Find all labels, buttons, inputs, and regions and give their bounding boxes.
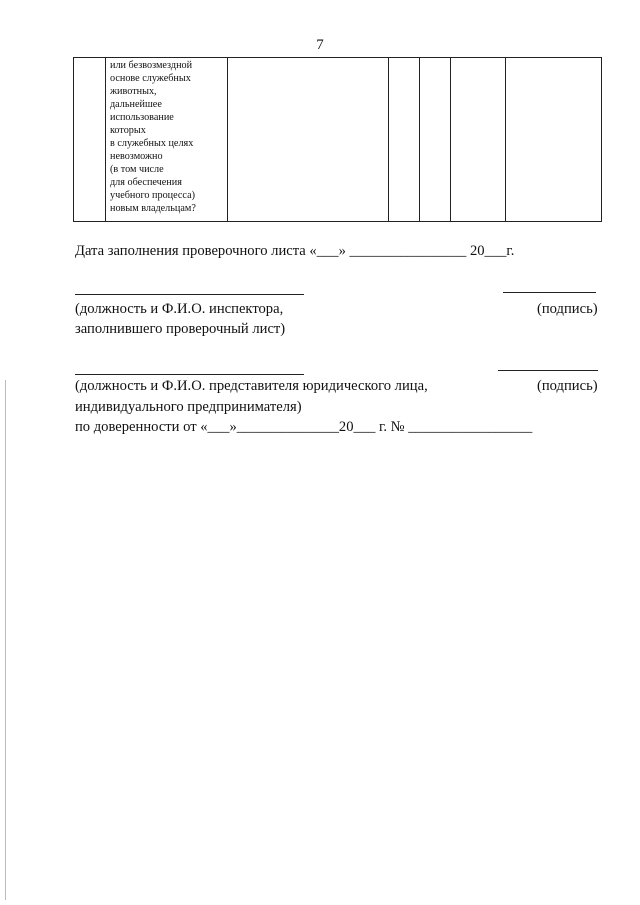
question-line: невозможно xyxy=(110,151,163,162)
question-line: или безвозмездной xyxy=(110,60,193,71)
table-cell-question xyxy=(106,58,228,222)
inspector-caption-line2: заполнившего проверочный лист) xyxy=(75,321,286,337)
page-number: 7 xyxy=(316,37,324,53)
question-line: в служебных целях xyxy=(110,138,194,149)
question-line: новым владельцам? xyxy=(110,203,196,214)
representative-name-line xyxy=(75,374,304,375)
representative-caption-line1: (должность и Ф.И.О. представителя юридического лица, xyxy=(75,378,428,394)
question-line: которых xyxy=(110,125,146,136)
inspector-caption-line1: (должность и Ф.И.О. инспектора, xyxy=(75,301,284,317)
power-of-attorney-line: по доверенности от «___»______________20___ г. № _________________ xyxy=(75,419,533,435)
representative-signature-caption: (подпись) xyxy=(537,378,598,394)
question-line: животных, xyxy=(110,86,157,97)
inspector-signature-line xyxy=(503,292,596,293)
table-row xyxy=(74,58,602,222)
table-cell-no xyxy=(420,58,451,222)
fill-date-line: Дата заполнения проверочного листа «___» ________________ 20___г. xyxy=(75,243,515,259)
checklist-table xyxy=(73,57,602,222)
scan-edge-line xyxy=(5,380,6,900)
representative-signature-line xyxy=(498,370,598,371)
question-line: основе служебных xyxy=(110,73,191,84)
table-cell-number xyxy=(74,58,106,222)
table-cell-requirements xyxy=(228,58,389,222)
question-line: использование xyxy=(110,112,174,123)
question-line: дальнейшее xyxy=(110,99,162,110)
question-text xyxy=(106,58,227,221)
inspector-name-line xyxy=(75,294,304,295)
table-cell-yes xyxy=(389,58,420,222)
question-line: учебного процесса) xyxy=(110,190,195,201)
question-line: для обеспечения xyxy=(110,177,182,188)
question-line: (в том числе xyxy=(110,164,164,175)
inspector-signature-caption: (подпись) xyxy=(537,301,598,317)
table-cell-not-applicable xyxy=(451,58,506,222)
representative-caption-line2: индивидуального предпринимателя) xyxy=(75,399,302,415)
table-cell-notes xyxy=(506,58,602,222)
